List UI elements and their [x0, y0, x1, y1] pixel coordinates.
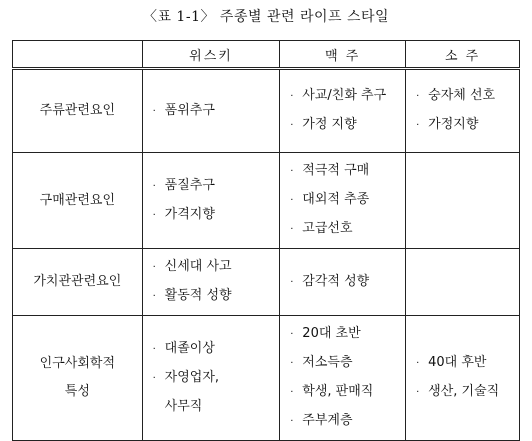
list-item: · 40대 후반 [416, 349, 519, 378]
bullet: · [416, 387, 420, 398]
table-row [13, 249, 520, 316]
row-label [13, 69, 143, 153]
header-corner [13, 41, 143, 69]
bullet: · [416, 120, 420, 131]
row-label [13, 316, 143, 441]
row-label [13, 153, 143, 249]
header-soju: 소 주 [406, 41, 520, 69]
table-caption: 〈표 1-1〉 주종별 관련 라이프 스타일 [142, 9, 390, 25]
list-item: · 주부계층 [290, 407, 405, 436]
soju-cell [406, 69, 520, 153]
bullet: · [290, 91, 294, 102]
whisky-cell [142, 153, 280, 249]
bullet: · [290, 166, 294, 177]
beer-cell [280, 153, 406, 249]
bullet: · [290, 387, 294, 398]
row-label [13, 249, 143, 316]
list-item: · 대외적 추종 [290, 186, 405, 215]
bullet: · [152, 291, 156, 302]
list-item: · 가정 지향 [290, 111, 405, 140]
bullet: · [290, 276, 294, 288]
list-item: · 적극적 구매 [290, 157, 405, 186]
list-item: · 20대 초반 [290, 320, 405, 349]
list-item: · 폼위추구 [153, 97, 280, 126]
bullet: · [416, 91, 420, 102]
table-header-row [13, 41, 520, 69]
table-body [13, 69, 520, 441]
whisky-cell [142, 316, 280, 441]
list-item: · 가격지향 [153, 201, 280, 230]
row-label-line: 구매관련요인 [39, 192, 116, 208]
list-item: 사무직 [164, 399, 203, 414]
table-row [13, 153, 520, 249]
list-item: · 학생, 판매직 [290, 378, 405, 407]
list-item: · 품질추구 [153, 172, 280, 201]
bullet: · [290, 358, 294, 369]
table-row [13, 316, 520, 441]
bullet: · [152, 209, 156, 221]
list-item: · 사교/친화 추구 [290, 82, 405, 111]
beer-cell [280, 249, 406, 316]
header-whisky: 위스키 [142, 41, 280, 69]
bullet: · [290, 416, 294, 427]
list-item: · 감각적 성향 [290, 268, 405, 297]
bullet: · [290, 224, 294, 235]
bullet: · [152, 262, 156, 273]
row-label-line: 가치관관련요인 [33, 274, 122, 289]
list-item: · 고급선호 [290, 215, 405, 244]
whisky-cell [142, 249, 280, 316]
soju-cell [406, 153, 520, 249]
list-item: · 대졸이상 [153, 335, 280, 364]
row-label-line: 인구사회학적 [39, 356, 116, 371]
bullet: · [290, 120, 294, 131]
table-row [13, 69, 520, 153]
whisky-cell [142, 69, 280, 153]
beer-cell [280, 316, 406, 441]
header-beer: 맥 주 [280, 41, 406, 69]
list-item: · 가정지향 [416, 111, 519, 140]
lifestyle-table [12, 40, 520, 441]
bullet: · [416, 358, 420, 369]
row-label-line: 특성 [64, 384, 90, 399]
bullet: · [290, 329, 294, 340]
bullet: · [152, 373, 156, 384]
list-item: · 숭자체 선호 [416, 82, 519, 111]
list-item: · 생산, 기술직 [416, 378, 519, 407]
list-item: · 저소득층 [290, 349, 405, 378]
bullet: · [290, 195, 294, 206]
list-item: · 신세대 사고 [153, 253, 280, 282]
bullet: · [152, 344, 156, 355]
soju-cell [406, 249, 520, 316]
beer-cell [280, 69, 406, 153]
soju-cell [406, 316, 520, 441]
list-item: · 활동적 성향 [153, 282, 280, 311]
bullet: · [152, 180, 156, 192]
row-label-line: 주류관련요인 [39, 103, 116, 118]
list-item: · 자영업자, [153, 364, 280, 393]
bullet: · [152, 105, 156, 117]
